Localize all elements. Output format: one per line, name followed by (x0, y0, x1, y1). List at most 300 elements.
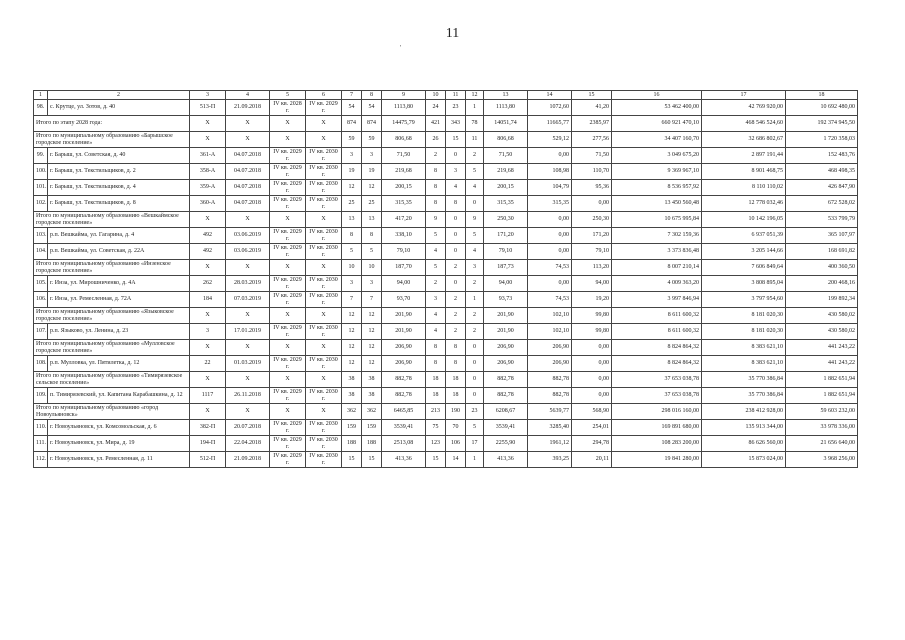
column-number-cell: 18 (786, 91, 858, 100)
subtotal-cell: 12 (362, 308, 382, 324)
table-cell: 254,01 (572, 420, 612, 436)
subtotal-cell: 187,73 (484, 260, 528, 276)
table-cell: IV кв. 2029 г. (270, 356, 306, 372)
row-number: 99. (34, 148, 48, 164)
row-number: 100. (34, 164, 48, 180)
table-cell: 21.09.2018 (226, 452, 270, 468)
table-cell: 8 110 110,02 (702, 180, 786, 196)
subtotal-cell: X (306, 212, 342, 228)
column-number-cell: 15 (572, 91, 612, 100)
subtotal-cell: 882,78 (382, 372, 426, 388)
subtotal-cell: 34 407 160,70 (612, 132, 702, 148)
table-cell: 42 769 920,00 (702, 100, 786, 116)
address-cell: р.п. Вешкайма, ул. Советская, д. 22А (48, 244, 190, 260)
subtotal-cell: 660 921 470,10 (612, 116, 702, 132)
table-cell: 0 (446, 276, 466, 292)
table-row (34, 196, 858, 212)
table-cell: 315,35 (382, 196, 426, 212)
subtotal-label: Итого по муниципальному образованию «Барышское городское поселение» (34, 132, 190, 148)
table-cell: IV кв. 2030 г. (306, 324, 342, 340)
subtotal-cell: 12 (342, 340, 362, 356)
subtotal-cell: 2385,97 (572, 116, 612, 132)
table-cell: 0 (446, 244, 466, 260)
table-cell: 8 611 600,32 (612, 324, 702, 340)
subtotal-cell: 417,20 (382, 212, 426, 228)
subtotal-cell: 192 374 945,50 (786, 116, 858, 132)
table-cell: 2 897 191,44 (702, 148, 786, 164)
subtotal-cell: 201,90 (382, 308, 426, 324)
address-cell: г. Барыш, ул. Советская, д. 40 (48, 148, 190, 164)
subtotal-cell: 6465,85 (382, 404, 426, 420)
subtotal-cell: 9 (466, 212, 484, 228)
table-cell: 1113,80 (484, 100, 528, 116)
table-cell: IV кв. 2030 г. (306, 196, 342, 212)
subtotal-cell: 12 (362, 340, 382, 356)
subtotal-cell: 806,68 (382, 132, 426, 148)
table-row (34, 436, 858, 452)
table-cell: 2 (446, 324, 466, 340)
table-cell: 14 (446, 452, 466, 468)
table-cell: 03.06.2019 (226, 228, 270, 244)
table-cell: 5 (362, 244, 382, 260)
table-cell: 0 (466, 356, 484, 372)
address-cell: г. Новоульяновск, ул. Ремесленная, д. 11 (48, 452, 190, 468)
table-cell: IV кв. 2029 г. (270, 196, 306, 212)
page-mark: ' (400, 44, 402, 52)
subtotal-cell: X (226, 212, 270, 228)
column-number-cell: 7 (342, 91, 362, 100)
table-cell: 37 653 038,78 (612, 388, 702, 404)
subtotal-cell: X (190, 260, 226, 276)
subtotal-cell: 8 (446, 340, 466, 356)
address-cell: с. Крутце, ул. Зотов, д. 40 (48, 100, 190, 116)
table-cell: 0,00 (572, 388, 612, 404)
table-cell: 294,78 (572, 436, 612, 452)
subtotal-cell: 99,80 (572, 308, 612, 324)
table-cell: 106 (446, 436, 466, 452)
subtotal-cell: 882,78 (528, 372, 572, 388)
table-cell: 12 (342, 324, 362, 340)
table-cell: 0,00 (528, 228, 572, 244)
table-row (34, 180, 858, 196)
subtotal-cell: 187,70 (382, 260, 426, 276)
table-cell: 3 797 954,60 (702, 292, 786, 308)
address-cell: г. Барыш, ул. Текстильщиков, д. 4 (48, 180, 190, 196)
table-cell: 25 (342, 196, 362, 212)
table-cell: 22 (190, 356, 226, 372)
table-cell: 110,70 (572, 164, 612, 180)
subtotal-cell: 6208,67 (484, 404, 528, 420)
subtotal-cell: 568,90 (572, 404, 612, 420)
table-cell: 9 369 967,10 (612, 164, 702, 180)
table-row (34, 292, 858, 308)
subtotal-cell: 8 611 600,32 (612, 308, 702, 324)
row-number: 106. (34, 292, 48, 308)
table-cell: 12 (362, 180, 382, 196)
subtotal-cell: 343 (446, 116, 466, 132)
table-cell: 441 243,22 (786, 356, 858, 372)
table-cell: 12 778 032,46 (702, 196, 786, 212)
table-cell: 200 468,16 (786, 276, 858, 292)
address-cell: г. Барыш, ул. Текстильщиков, д. 2 (48, 164, 190, 180)
subtotal-cell: 190 (446, 404, 466, 420)
table-cell: 108,98 (528, 164, 572, 180)
row-number: 105. (34, 276, 48, 292)
address-cell: р.п. Языково, ул. Ленина, д. 23 (48, 324, 190, 340)
table-cell: 15 (342, 452, 362, 468)
table-cell: 17.01.2019 (226, 324, 270, 340)
table-cell: 1 (466, 292, 484, 308)
row-number: 108. (34, 356, 48, 372)
subtotal-row (34, 308, 858, 324)
housing-program-table (33, 90, 858, 468)
table-cell: 3539,41 (484, 420, 528, 436)
table-cell: 5 (426, 228, 446, 244)
column-number-cell: 2 (48, 91, 190, 100)
table-cell: 54 (342, 100, 362, 116)
subtotal-cell: 206,90 (484, 340, 528, 356)
subtotal-cell: 5639,77 (528, 404, 572, 420)
subtotal-cell: X (306, 260, 342, 276)
table-cell: 360-А (190, 196, 226, 212)
table-cell: 0,00 (528, 148, 572, 164)
table-cell: 19 (362, 164, 382, 180)
table-cell: 201,90 (484, 324, 528, 340)
table-cell: 93,70 (382, 292, 426, 308)
table-cell: 1 882 651,94 (786, 388, 858, 404)
row-number: 107. (34, 324, 48, 340)
subtotal-label: Итого по муниципальному образованию «город Новоульяновск» (34, 404, 190, 420)
table-cell: 0,00 (528, 244, 572, 260)
subtotal-row (34, 340, 858, 356)
table-cell: 54 (362, 100, 382, 116)
subtotal-label: Итого по муниципальному образованию «Тимирязевское сельское поселение» (34, 372, 190, 388)
table-cell: 0 (466, 196, 484, 212)
table-cell: IV кв. 2030 г. (306, 388, 342, 404)
subtotal-cell: 14475,79 (382, 116, 426, 132)
subtotal-cell: X (306, 132, 342, 148)
table-cell: IV кв. 2029 г. (270, 164, 306, 180)
table-cell: 315,35 (484, 196, 528, 212)
table-cell: 19 (342, 164, 362, 180)
subtotal-cell: 2 (446, 260, 466, 276)
table-cell: IV кв. 2029 г. (270, 244, 306, 260)
table-cell: 15 873 024,00 (702, 452, 786, 468)
subtotal-row (34, 404, 858, 420)
subtotal-cell: 8 824 864,32 (612, 340, 702, 356)
table-cell: 168 691,82 (786, 244, 858, 260)
table-row (34, 356, 858, 372)
subtotal-cell: 59 (362, 132, 382, 148)
row-number: 101. (34, 180, 48, 196)
subtotal-cell: 12 (342, 308, 362, 324)
table-cell: 3285,40 (528, 420, 572, 436)
address-cell: р.п. Вешкайма, ул. Гагарина, д. 4 (48, 228, 190, 244)
table-cell: 2 (466, 324, 484, 340)
table-cell: 8 901 468,75 (702, 164, 786, 180)
subtotal-row (34, 116, 858, 132)
table-cell: IV кв. 2030 г. (306, 164, 342, 180)
table-cell: 03.06.2019 (226, 244, 270, 260)
table-cell: 23 (446, 100, 466, 116)
table-cell: 4 (466, 180, 484, 196)
subtotal-cell: 23 (466, 404, 484, 420)
table-cell: 159 (342, 420, 362, 436)
subtotal-cell: 113,20 (572, 260, 612, 276)
subtotal-cell: 238 412 928,00 (702, 404, 786, 420)
subtotal-cell: 206,90 (382, 340, 426, 356)
table-cell: IV кв. 2029 г. (270, 276, 306, 292)
table-cell: 3 373 836,48 (612, 244, 702, 260)
table-cell: 338,10 (382, 228, 426, 244)
table-cell: 79,10 (382, 244, 426, 260)
table-cell: 882,78 (528, 388, 572, 404)
table-cell: 171,20 (484, 228, 528, 244)
subtotal-cell: X (226, 308, 270, 324)
table-cell: 4 (426, 244, 446, 260)
table-row (34, 164, 858, 180)
table-cell: 3 997 846,94 (612, 292, 702, 308)
subtotal-cell: X (306, 340, 342, 356)
table-cell: 513-П (190, 100, 226, 116)
subtotal-cell: 0,00 (572, 340, 612, 356)
table-cell: 38 (362, 388, 382, 404)
table-cell: 8 (446, 356, 466, 372)
table-cell: 7 (342, 292, 362, 308)
table-cell: 3 968 256,00 (786, 452, 858, 468)
table-cell: 2 (446, 292, 466, 308)
table-cell: 2 (426, 276, 446, 292)
table-cell: 17 (466, 436, 484, 452)
table-cell: 219,68 (382, 164, 426, 180)
table-cell: 13 450 560,48 (612, 196, 702, 212)
table-cell: 94,00 (382, 276, 426, 292)
table-cell: IV кв. 2030 г. (306, 452, 342, 468)
subtotal-cell: 0 (466, 372, 484, 388)
table-cell: 468 498,35 (786, 164, 858, 180)
table-cell: 8 (362, 228, 382, 244)
subtotal-cell: 421 (426, 116, 446, 132)
table-cell: 492 (190, 244, 226, 260)
subtotal-cell: X (306, 372, 342, 388)
table-cell: 361-А (190, 148, 226, 164)
table-cell: 492 (190, 228, 226, 244)
subtotal-cell: 11665,77 (528, 116, 572, 132)
row-number: 104. (34, 244, 48, 260)
subtotal-cell: 201,90 (484, 308, 528, 324)
subtotal-cell: 1 882 651,94 (786, 372, 858, 388)
subtotal-cell: 0,00 (528, 212, 572, 228)
table-cell: 3 (426, 292, 446, 308)
subtotal-cell: X (190, 340, 226, 356)
table-cell: 04.07.2018 (226, 196, 270, 212)
table-cell: 12 (362, 356, 382, 372)
table-cell: 1961,12 (528, 436, 572, 452)
table-cell: 41,20 (572, 100, 612, 116)
subtotal-row (34, 372, 858, 388)
subtotal-cell: 9 (426, 212, 446, 228)
table-cell: 200,15 (484, 180, 528, 196)
subtotal-cell: 400 360,50 (786, 260, 858, 276)
table-cell: 3 (190, 324, 226, 340)
table-cell: IV кв. 2029 г. (270, 292, 306, 308)
column-number-cell: 6 (306, 91, 342, 100)
subtotal-cell: 362 (342, 404, 362, 420)
subtotal-cell: 430 580,02 (786, 308, 858, 324)
table-cell: 20.07.2018 (226, 420, 270, 436)
subtotal-cell: 26 (426, 132, 446, 148)
table-cell: 18 (426, 388, 446, 404)
subtotal-cell: 59 (342, 132, 362, 148)
table-cell: 315,35 (528, 196, 572, 212)
table-cell: 426 847,90 (786, 180, 858, 196)
table-cell: 21.09.2018 (226, 100, 270, 116)
table-cell: 24 (426, 100, 446, 116)
table-cell: 0,00 (572, 196, 612, 212)
subtotal-cell: X (306, 404, 342, 420)
table-cell: 94,00 (572, 276, 612, 292)
subtotal-cell: 0,00 (572, 372, 612, 388)
subtotal-cell: X (270, 308, 306, 324)
table-cell: 04.07.2018 (226, 164, 270, 180)
table-cell: IV кв. 2029 г. (270, 420, 306, 436)
subtotal-cell: X (226, 372, 270, 388)
subtotal-cell: X (226, 404, 270, 420)
table-cell: IV кв. 2030 г. (306, 292, 342, 308)
table-cell: 5 (466, 228, 484, 244)
subtotal-cell: 882,78 (484, 372, 528, 388)
table-cell: 95,36 (572, 180, 612, 196)
table-cell: IV кв. 2030 г. (306, 276, 342, 292)
subtotal-cell: 2 (466, 308, 484, 324)
table-row (34, 244, 858, 260)
table-cell: 5 (342, 244, 362, 260)
table-cell: 169 891 680,00 (612, 420, 702, 436)
subtotal-row (34, 212, 858, 228)
table-cell: 382-П (190, 420, 226, 436)
table-row (34, 420, 858, 436)
subtotal-cell: 298 016 160,00 (612, 404, 702, 420)
table-cell: IV кв. 2030 г. (306, 356, 342, 372)
table-cell: 15 (426, 452, 446, 468)
subtotal-cell: 806,68 (484, 132, 528, 148)
table-cell: 04.07.2018 (226, 180, 270, 196)
table-cell: 0,00 (572, 356, 612, 372)
table-cell: IV кв. 2029 г. (270, 180, 306, 196)
table-cell: 99,80 (572, 324, 612, 340)
column-number-cell: 11 (446, 91, 466, 100)
table-cell: 22.04.2018 (226, 436, 270, 452)
table-cell: IV кв. 2029 г. (270, 148, 306, 164)
table-cell: 4 (446, 180, 466, 196)
column-number-cell: 5 (270, 91, 306, 100)
subtotal-cell: 10 142 196,05 (702, 212, 786, 228)
subtotal-cell: 441 243,22 (786, 340, 858, 356)
table-cell: 4 (426, 324, 446, 340)
address-cell: г. Новоульяновск, ул. Мира, д. 19 (48, 436, 190, 452)
table-cell: 194-П (190, 436, 226, 452)
subtotal-cell: 4 (426, 308, 446, 324)
table-cell: 1117 (190, 388, 226, 404)
column-number-cell: 12 (466, 91, 484, 100)
table-cell: 3 (342, 276, 362, 292)
table-cell: IV кв. 2029 г. (270, 436, 306, 452)
subtotal-cell: 38 (342, 372, 362, 388)
table-cell: 3 (362, 148, 382, 164)
subtotal-cell: 1 720 358,03 (786, 132, 858, 148)
table-body (34, 91, 858, 468)
subtotal-cell: 468 546 524,60 (702, 116, 786, 132)
subtotal-cell: 59 603 232,00 (786, 404, 858, 420)
table-cell: 74,53 (528, 292, 572, 308)
subtotal-cell: 10 (342, 260, 362, 276)
table-cell: 262 (190, 276, 226, 292)
subtotal-label: Итого по этапу 2028 года: (34, 116, 190, 132)
table-cell: 3 808 895,04 (702, 276, 786, 292)
table-cell: 358-А (190, 164, 226, 180)
table-cell: 86 626 560,00 (702, 436, 786, 452)
subtotal-cell: X (190, 212, 226, 228)
column-number-cell: 1 (34, 91, 48, 100)
table-cell: 0 (446, 228, 466, 244)
address-cell: р.п. Мулловка, ул. Пятилетка, д. 12 (48, 356, 190, 372)
table-cell: 04.07.2018 (226, 148, 270, 164)
table-cell: 0 (446, 148, 466, 164)
table-cell: 75 (426, 420, 446, 436)
table-cell: 3 (342, 148, 362, 164)
table-cell: 8 824 864,32 (612, 356, 702, 372)
table-cell: 19 841 280,00 (612, 452, 702, 468)
subtotal-cell: 529,12 (528, 132, 572, 148)
table-cell: 3 205 144,66 (702, 244, 786, 260)
table-cell: 104,79 (528, 180, 572, 196)
table-cell: 135 913 344,00 (702, 420, 786, 436)
table-cell: 79,10 (572, 244, 612, 260)
subtotal-cell: 10 (362, 260, 382, 276)
table-cell: 359-А (190, 180, 226, 196)
table-cell: 201,90 (382, 324, 426, 340)
table-cell: 188 (362, 436, 382, 452)
table-cell: IV кв. 2030 г. (306, 228, 342, 244)
table-cell: 8 (426, 196, 446, 212)
subtotal-cell: X (270, 212, 306, 228)
table-cell: 71,50 (572, 148, 612, 164)
table-cell: 512-П (190, 452, 226, 468)
subtotal-label: Итого по муниципальному образованию «Инзенское городское поселение» (34, 260, 190, 276)
subtotal-cell: 0 (446, 212, 466, 228)
subtotal-label: Итого по муниципальному образованию «Языковское городское поселение» (34, 308, 190, 324)
row-number: 102. (34, 196, 48, 212)
table-cell: 71,50 (484, 148, 528, 164)
subtotal-cell: 102,10 (528, 308, 572, 324)
table-cell: 01.03.2019 (226, 356, 270, 372)
table-cell: 3 (446, 164, 466, 180)
table-cell: 18 (446, 388, 466, 404)
table-row (34, 228, 858, 244)
table-cell: IV кв. 2030 г. (306, 180, 342, 196)
subtotal-cell: 18 (446, 372, 466, 388)
page-number: 11 (445, 26, 460, 41)
table-cell: 8 (426, 164, 446, 180)
subtotal-cell: 13 (362, 212, 382, 228)
table-cell: 3 (362, 276, 382, 292)
table-row (34, 388, 858, 404)
table-cell: 365 107,97 (786, 228, 858, 244)
column-number-cell: 17 (702, 91, 786, 100)
table-cell: 3539,41 (382, 420, 426, 436)
table-cell: 7 (362, 292, 382, 308)
table-cell: 882,78 (382, 388, 426, 404)
